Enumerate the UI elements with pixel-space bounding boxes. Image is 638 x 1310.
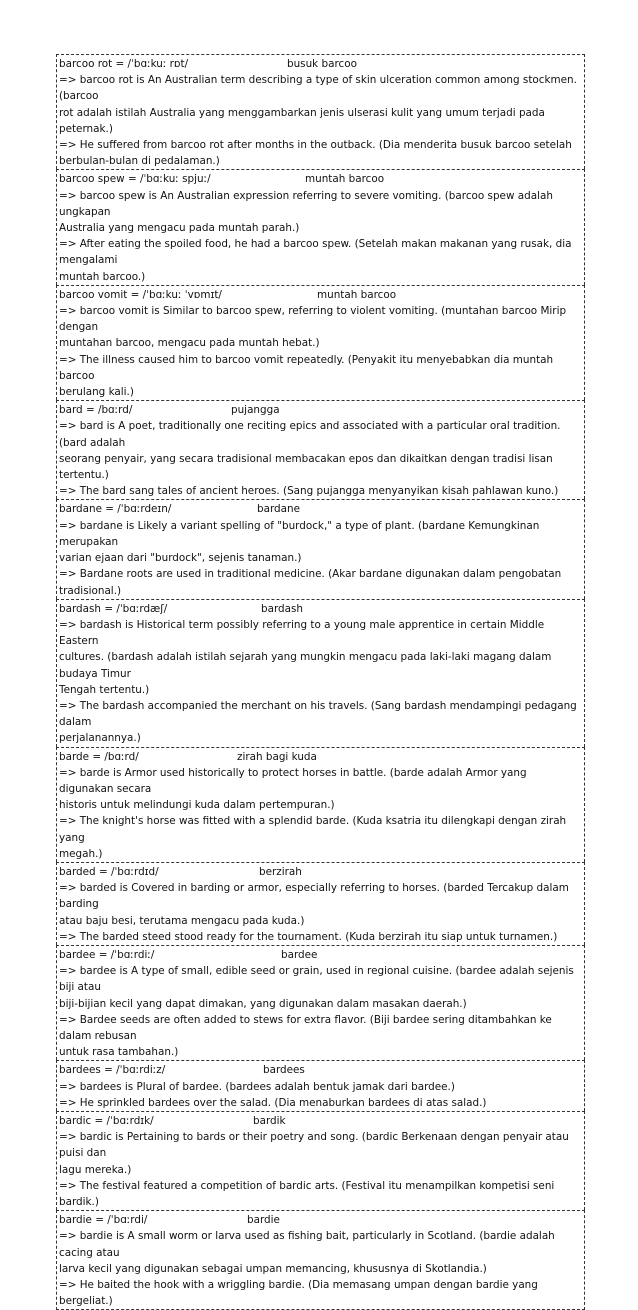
entry-example: => The bard sang tales of ancient heroes. (Sang pujangga menyanyikan kisah pahlawan kuno.): [59, 485, 559, 498]
entry-word-pronunciation: bardane = /ˈbɑːrdeɪn/: [59, 503, 172, 516]
dictionary-entry: [56, 945, 585, 1060]
entry-translation: muntah barcoo: [305, 173, 385, 186]
entry-definition: => bardash is Historical term possibly referring to a young male apprentice in certain Middle Eastern cultures. (bardash adalah istilah sejarah yang mungkin mengacu pada laki-laki magang dalam budaya Timur Tengah tertentu.): [59, 618, 552, 696]
dictionary-entry: [56, 1210, 585, 1310]
entry-word-pronunciation: bardash = /ˈbɑːrdæʃ/: [59, 602, 168, 615]
entry-word-pronunciation: bard = /bɑːrd/: [59, 404, 133, 417]
entry-example: => The festival featured a competition of bardic arts. (Festival itu menampilkan kompetisi seni bardik.): [59, 1179, 555, 1209]
entry-headline: [59, 947, 582, 963]
entry-translation: bardie: [247, 1214, 280, 1227]
entry-translation: busuk barcoo: [287, 58, 357, 70]
dictionary-entry: [56, 1111, 585, 1210]
entry-definition: => bardane is Likely a variant spelling of "burdock," a type of plant. (bardane Kemungkinan merupakan varian ejaan dari "burdock", sejenis tanaman.): [59, 519, 540, 565]
entry-headline: [59, 501, 582, 517]
entry-definition: => bardic is Pertaining to bards or their poetry and song. (bardic Berkenaan dengan penyair atau puisi dan lagu mereka.): [59, 1131, 569, 1176]
entry-example: => He suffered from barcoo rot after months in the outback. (Dia menderita busuk barcoo setelah berbulan-bulan di pedalaman.): [59, 139, 572, 168]
entry-translation: berzirah: [259, 865, 302, 878]
entry-word-pronunciation: barde = /bɑːrd/: [59, 750, 139, 763]
dictionary-entries: [56, 54, 585, 1310]
entry-word-pronunciation: bardee = /ˈbɑːrdiː/: [59, 948, 155, 961]
dictionary-entry: [56, 862, 585, 945]
entry-headline: [59, 1062, 582, 1078]
entry-example: => The illness caused him to barcoo vomit repeatedly. (Penyakit itu menyebabkan dia muntah barcoo berulang kali.): [59, 353, 554, 399]
dictionary-entry: [56, 499, 585, 598]
dictionary-entry: [56, 54, 585, 169]
entry-headline: [59, 56, 582, 72]
entry-headline: [59, 864, 582, 880]
entry-example: => The bardash accompanied the merchant on his travels. (Sang bardash mendampingi pedagang dalam perjalanannya.): [59, 699, 577, 745]
entry-definition: => bardie is A small worm or larva used as fishing bait, particularly in Scotland. (bardie adalah cacing atau larva kecil yang digunakan sebagai umpan memancing, khususnya di Skotlandia.): [59, 1230, 555, 1275]
entry-word-pronunciation: barcoo spew = /ˈbɑːkuː spjuː/: [59, 173, 211, 186]
entry-example: => Bardane roots are used in traditional medicine. (Akar bardane digunakan dalam pengobatan tradisional.): [59, 568, 562, 597]
entry-definition: => barcoo vomit is Similar to barcoo spew, referring to violent vomiting. (muntahan barcoo Mirip dengan muntahan barcoo, mengacu pada muntah hebat.): [59, 305, 567, 350]
entry-word-pronunciation: bardees = /ˈbɑːrdiːz/: [59, 1064, 166, 1077]
entry-example: => After eating the spoiled food, he had a barcoo spew. (Setelah makan makanan yang rusak, dia mengalami muntah barcoo.): [59, 238, 572, 283]
entry-headline: [59, 171, 582, 187]
entry-definition: => bardee is A type of small, edible seed or grain, used in regional cuisine. (bardee adalah sejenis biji atau biji-bijian kecil yang dapat dimakan, yang digunakan dalam masakan daerah.): [59, 965, 574, 1010]
entry-headline: [59, 601, 582, 617]
entry-word-pronunciation: bardie = /ˈbɑːrdi/: [59, 1214, 148, 1227]
entry-example: => The barded steed stood ready for the tournament. (Kuda berzirah itu siap untuk turnamen.): [59, 930, 558, 943]
entry-example: => Bardee seeds are often added to stews for extra flavor. (Biji bardee sering ditambahkan ke dalam rebusan untuk rasa tambahan.): [59, 1013, 552, 1059]
entry-definition: => barded is Covered in barding or armor, especially referring to horses. (barded Tercakup dalam barding atau baju besi, terutama mengacu pada kuda.): [59, 882, 569, 927]
dictionary-entry: [56, 169, 585, 284]
entry-translation: muntah barcoo: [317, 288, 397, 301]
entry-translation: pujangga: [231, 404, 280, 417]
dictionary-entry: [56, 400, 585, 499]
entry-example: => The knight's horse was fitted with a splendid barde. (Kuda ksatria itu dilengkapi dengan zirah yang megah.): [59, 815, 567, 860]
entry-definition: => bard is A poet, traditionally one reciting epics and associated with a particular oral tradition. (bard adalah seorang penyair, yang secara tradisional membacakan epos dan dikaitkan dengan tradisi lisan tertentu.): [59, 420, 561, 482]
entry-translation: bardee: [281, 948, 318, 961]
entry-headline: [59, 287, 582, 303]
entry-definition: => barcoo rot is An Australian term describing a type of skin ulceration common among stockmen. (barcoo rot adalah istilah Australia yang menggambarkan jenis ulserasi kulit yang umum terjadi pada peternak.): [59, 74, 577, 135]
dictionary-entry: [56, 1060, 585, 1111]
entry-headline: [59, 749, 582, 765]
entry-headline: [59, 1113, 582, 1129]
entry-definition: => barcoo spew is An Australian expression referring to severe vomiting. (barcoo spew adalah ungkapan Australia yang mengacu pada muntah parah.): [59, 189, 553, 235]
entry-headline: [59, 402, 582, 418]
entry-headline: [59, 1212, 582, 1228]
entry-translation: bardash: [261, 602, 304, 615]
dictionary-entry: [56, 747, 585, 862]
dictionary-entry: [56, 285, 585, 400]
entry-translation: bardane: [257, 503, 300, 516]
entry-translation: bardees: [263, 1064, 305, 1077]
dictionary-entry: [56, 599, 585, 747]
entry-translation: zirah bagi kuda: [237, 750, 317, 763]
entry-definition: => barde is Armor used historically to protect horses in battle. (barde adalah Armor yang digunakan secara historis untuk melindungi kuda dalam pertempuran.): [59, 766, 527, 812]
entry-definition: => bardees is Plural of bardee. (bardees adalah bentuk jamak dari bardee.): [59, 1080, 455, 1093]
entry-translation: bardik: [253, 1115, 286, 1127]
entry-word-pronunciation: barcoo rot = /ˈbɑːkuː rɒt/: [59, 58, 189, 70]
entry-word-pronunciation: barcoo vomit = /ˈbɑːkuː ˈvɒmɪt/: [59, 288, 222, 301]
entry-word-pronunciation: bardic = /ˈbɑːrdɪk/: [59, 1115, 154, 1127]
entry-example: => He sprinkled bardees over the salad. (Dia menaburkan bardees di atas salad.): [59, 1096, 487, 1109]
entry-word-pronunciation: barded = /ˈbɑːrdɪd/: [59, 865, 159, 878]
entry-example: => He baited the hook with a wriggling bardie. (Dia memasang umpan dengan bardie yang bergeliat.): [59, 1279, 538, 1308]
